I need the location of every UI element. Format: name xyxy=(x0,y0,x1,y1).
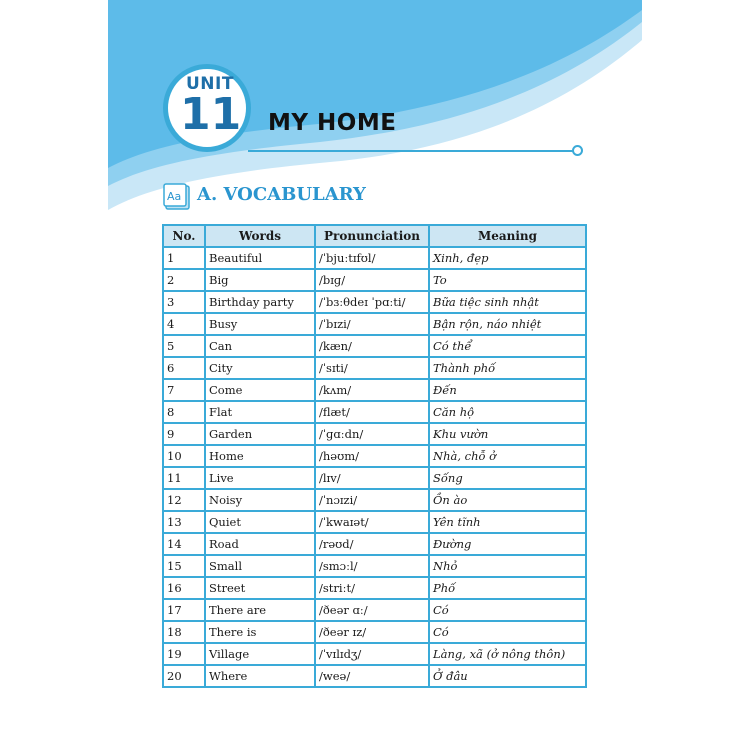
cell-word: There are xyxy=(205,599,315,621)
cell-word: Come xyxy=(205,379,315,401)
cell-word: City xyxy=(205,357,315,379)
cell-word: Where xyxy=(205,665,315,687)
cell-no: 11 xyxy=(163,467,205,489)
cell-pronunciation: /striːt/ xyxy=(315,577,429,599)
table-row xyxy=(163,533,586,555)
cell-meaning: Có thể xyxy=(429,335,586,357)
cell-meaning: Yên tĩnh xyxy=(429,511,586,533)
table-row xyxy=(163,357,586,379)
table-row xyxy=(163,247,586,269)
cell-pronunciation: /ˈɡɑːdn/ xyxy=(315,423,429,445)
cell-pronunciation: /kæn/ xyxy=(315,335,429,357)
table-row xyxy=(163,269,586,291)
vocabulary-table xyxy=(162,224,587,688)
cell-pronunciation: /ˈsɪti/ xyxy=(315,357,429,379)
cell-meaning: Có xyxy=(429,621,586,643)
cell-word: Small xyxy=(205,555,315,577)
cell-meaning: Căn hộ xyxy=(429,401,586,423)
cell-pronunciation: /ðeər ɪz/ xyxy=(315,621,429,643)
cell-word: Big xyxy=(205,269,315,291)
cell-meaning: Thành phố xyxy=(429,357,586,379)
header-pronunciation: Pronunciation xyxy=(315,225,429,247)
cell-no: 18 xyxy=(163,621,205,643)
cell-pronunciation: /ˈbɪzi/ xyxy=(315,313,429,335)
cell-no: 20 xyxy=(163,665,205,687)
aa-book-icon xyxy=(163,183,191,211)
cell-meaning: Ồn ào xyxy=(429,489,586,511)
header-no: No. xyxy=(163,225,205,247)
section-title: A. VOCABULARY xyxy=(197,184,366,205)
table-row xyxy=(163,423,586,445)
cell-no: 17 xyxy=(163,599,205,621)
cell-word: Village xyxy=(205,643,315,665)
cell-no: 7 xyxy=(163,379,205,401)
cell-pronunciation: /bɪɡ/ xyxy=(315,269,429,291)
cell-meaning: Làng, xã (ở nông thôn) xyxy=(429,643,586,665)
cell-word: There is xyxy=(205,621,315,643)
cell-pronunciation: /flæt/ xyxy=(315,401,429,423)
cell-no: 12 xyxy=(163,489,205,511)
cell-meaning: To xyxy=(429,269,586,291)
cell-word: Road xyxy=(205,533,315,555)
cell-word: Garden xyxy=(205,423,315,445)
table-row xyxy=(163,467,586,489)
table-row xyxy=(163,599,586,621)
cell-meaning: Đến xyxy=(429,379,586,401)
cell-pronunciation: /ˈbɜːθdeɪ ˈpɑːti/ xyxy=(315,291,429,313)
cell-no: 13 xyxy=(163,511,205,533)
cell-no: 3 xyxy=(163,291,205,313)
unit-number: 11 xyxy=(180,89,242,140)
table-row xyxy=(163,577,586,599)
table-row xyxy=(163,665,586,687)
cell-meaning: Nhỏ xyxy=(429,555,586,577)
table-row xyxy=(163,555,586,577)
cell-meaning: Có xyxy=(429,599,586,621)
cell-no: 8 xyxy=(163,401,205,423)
cell-word: Noisy xyxy=(205,489,315,511)
table-row xyxy=(163,291,586,313)
cell-meaning: Bữa tiệc sinh nhật xyxy=(429,291,586,313)
table-row xyxy=(163,379,586,401)
cell-word: Home xyxy=(205,445,315,467)
cell-no: 9 xyxy=(163,423,205,445)
cell-meaning: Khu vườn xyxy=(429,423,586,445)
header-words: Words xyxy=(205,225,315,247)
cell-pronunciation: /rəʊd/ xyxy=(315,533,429,555)
cell-pronunciation: /smɔːl/ xyxy=(315,555,429,577)
cell-meaning: Phố xyxy=(429,577,586,599)
table-row xyxy=(163,511,586,533)
cell-word: Quiet xyxy=(205,511,315,533)
table-row xyxy=(163,313,586,335)
cell-pronunciation: /lɪv/ xyxy=(315,467,429,489)
cell-no: 2 xyxy=(163,269,205,291)
title-underline-dot xyxy=(572,145,583,156)
cell-word: Can xyxy=(205,335,315,357)
table-row xyxy=(163,643,586,665)
cell-no: 1 xyxy=(163,247,205,269)
cell-meaning: Bận rộn, náo nhiệt xyxy=(429,313,586,335)
table-row xyxy=(163,489,586,511)
cell-pronunciation: /ˈnɔɪzi/ xyxy=(315,489,429,511)
cell-no: 14 xyxy=(163,533,205,555)
cell-word: Birthday party xyxy=(205,291,315,313)
table-row xyxy=(163,335,586,357)
table-row xyxy=(163,401,586,423)
cell-pronunciation: /həʊm/ xyxy=(315,445,429,467)
cell-pronunciation: /weə/ xyxy=(315,665,429,687)
cell-word: Beautiful xyxy=(205,247,315,269)
cell-pronunciation: /ˈkwaɪət/ xyxy=(315,511,429,533)
cell-word: Street xyxy=(205,577,315,599)
cell-word: Live xyxy=(205,467,315,489)
svg-text:Aa: Aa xyxy=(167,190,182,203)
cell-meaning: Sống xyxy=(429,467,586,489)
cell-word: Flat xyxy=(205,401,315,423)
cell-meaning: Xinh, đẹp xyxy=(429,247,586,269)
cell-pronunciation: /kʌm/ xyxy=(315,379,429,401)
table-row xyxy=(163,621,586,643)
cell-pronunciation: /ˈbjuːtɪfʊl/ xyxy=(315,247,429,269)
page-title: MY HOME xyxy=(268,110,397,136)
cell-meaning: Ở đâu xyxy=(429,665,586,687)
cell-no: 16 xyxy=(163,577,205,599)
cell-no: 15 xyxy=(163,555,205,577)
header-meaning: Meaning xyxy=(429,225,586,247)
unit-label: UNIT xyxy=(186,74,234,94)
cell-no: 19 xyxy=(163,643,205,665)
cell-meaning: Đường xyxy=(429,533,586,555)
cell-no: 6 xyxy=(163,357,205,379)
cell-no: 4 xyxy=(163,313,205,335)
cell-pronunciation: /ˈvɪlɪdʒ/ xyxy=(315,643,429,665)
cell-no: 10 xyxy=(163,445,205,467)
table-header-row xyxy=(163,225,586,247)
cell-meaning: Nhà, chỗ ở xyxy=(429,445,586,467)
cell-pronunciation: /ðeər ɑː/ xyxy=(315,599,429,621)
title-underline xyxy=(248,150,578,152)
cell-no: 5 xyxy=(163,335,205,357)
table-row xyxy=(163,445,586,467)
cell-word: Busy xyxy=(205,313,315,335)
